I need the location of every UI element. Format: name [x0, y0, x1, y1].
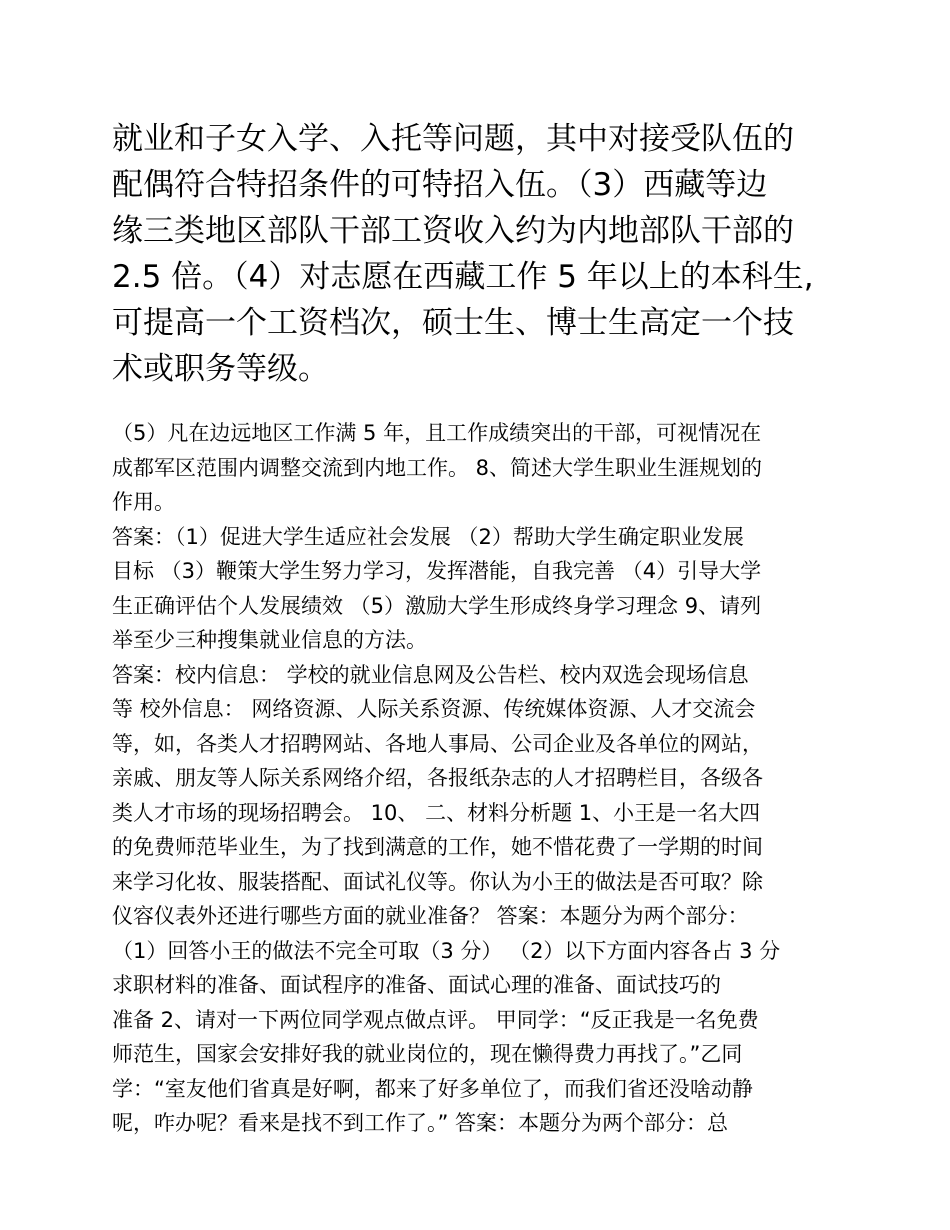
large-text-line: 缘三类地区部队干部工资收入约为内地部队干部的	[112, 213, 794, 249]
body-text-line: 答案：（1）促进大学生适应社会发展 （2）帮助大学生确定职业发展	[112, 524, 744, 549]
body-text-line: 学：“室友他们省真是好啊，都来了好多单位了，而我们省还没啥动静	[112, 1076, 753, 1101]
body-text-line: 目标 （3）鞭策大学生努力学习，发挥潜能，自我完善 （4）引导大学	[112, 559, 762, 583]
body-text-line: 来学习化妆、服装搭配、面试礼仪等。你认为小王的做法是否可取？除	[112, 869, 763, 894]
large-text-line: 就业和子女入学、入托等问题，其中对接受队伍的	[112, 121, 794, 157]
body-text-line: 求职材料的准备、面试程序的准备、面试心理的准备、面试技巧的	[112, 973, 721, 997]
body-text-line: 成都军区范围内调整交流到内地工作。 8、简述大学生职业生涯规划的	[112, 455, 763, 480]
body-text-line: 作用。	[112, 490, 175, 514]
body-text-section	[112, 416, 842, 1141]
large-text-line: 可提高一个工资档次，硕士生、博士生高定一个技	[112, 305, 794, 341]
body-text-line: 的免费师范毕业生，为了找到满意的工作，她不惜花费了一学期的时间	[112, 835, 763, 859]
body-text-line: 类人才市场的现场招聘会。 10、 二、材料分析题 1、小王是一名大四	[112, 800, 761, 825]
body-text-line: 呢，咋办呢？看来是找不到工作了。” 答案：本题分为两个部分：总	[112, 1111, 729, 1135]
body-text-line: 师范生，国家会安排好我的就业岗位的，现在懒得费力再找了。”乙同	[112, 1042, 743, 1066]
body-text-line: 亲戚、朋友等人际关系网络介绍，各报纸杂志的人才招聘栏目，各级各	[112, 766, 763, 790]
body-text-line: 举至少三种搜集就业信息的方法。	[112, 628, 427, 652]
body-text-line: 答案：校内信息： 学校的就业信息网及公告栏、校内双选会现场信息	[112, 662, 749, 687]
body-text-line: 生正确评估个人发展绩效 （5）激励大学生形成终身学习理念 9、请列	[112, 593, 762, 618]
body-text-line: 等，如，各类人才招聘网站、各地人事局、公司企业及各单位的网站，	[112, 731, 763, 756]
large-text-line: 2.5 倍。（4）对志愿在西藏工作 5 年以上的本科生,	[112, 259, 814, 295]
body-text-line: （5）凡在边远地区工作满 5 年，且工作成绩突出的干部，可视情况在	[112, 421, 762, 445]
body-text-line: 准备 2、请对一下两位同学观点做点评。 甲同学：“反正我是一名免费	[112, 1007, 759, 1032]
large-text-line: 术或职务等级。	[112, 351, 329, 387]
body-text-line: （1）回答小王的做法不完全可取（3 分） （2）以下方面内容各占 3 分	[112, 938, 781, 963]
large-text-line: 配偶符合特招条件的可特招入伍。（3）西藏等边	[112, 167, 768, 203]
large-text-section	[112, 116, 852, 392]
body-text-line: 等 校外信息： 网络资源、人际关系资源、传统媒体资源、人才交流会	[112, 697, 756, 721]
body-text-line: 仪容仪表外还进行哪些方面的就业准备？ 答案：本题分为两个部分：	[112, 904, 749, 928]
